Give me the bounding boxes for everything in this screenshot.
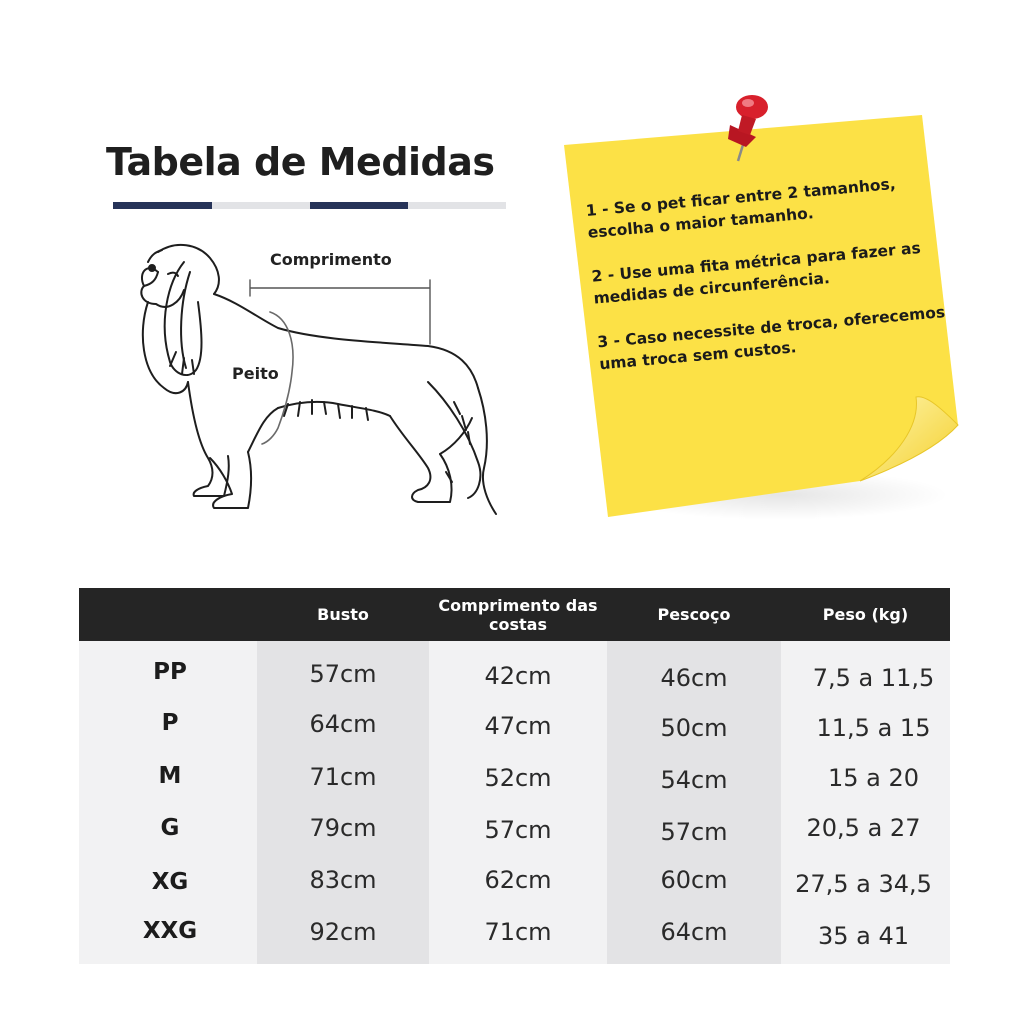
table-header: [79, 588, 950, 641]
table-cell-size: P: [161, 710, 179, 736]
table-cell-neck: 46cm: [660, 664, 728, 692]
table-cell-neck: 64cm: [660, 918, 728, 946]
table-cell-back-length: 71cm: [484, 918, 552, 946]
table-cell-bust: 57cm: [309, 660, 377, 688]
chest-label: Peito: [232, 364, 279, 383]
table-cell-size: XXG: [142, 918, 198, 944]
size-table: [79, 588, 950, 964]
title-underline-accent: [113, 202, 212, 209]
table-cell-weight: 35 a 41: [817, 922, 910, 950]
sticky-note-text: [585, 168, 971, 397]
table-cell-neck: 60cm: [660, 866, 728, 894]
header-back-length: Comprimento das costas: [438, 595, 598, 634]
table-cell-back-length: 47cm: [484, 712, 552, 740]
table-cell-back-length: 57cm: [484, 816, 552, 844]
note-line: 2 - Use uma fita métrica para fazer as medidas de circunferência.: [590, 238, 922, 308]
header-neck: Pescoço: [657, 605, 731, 624]
table-cell-neck: 54cm: [660, 766, 728, 794]
table-cell-weight: 27,5 a 34,5: [795, 870, 932, 898]
table-cell-bust: 71cm: [309, 763, 377, 791]
note-line: 1 - Se o pet ficar entre 2 tamanhos, escolha o maior tamanho.: [585, 174, 897, 242]
table-cell-back-length: 52cm: [484, 764, 552, 792]
table-cell-back-length: 42cm: [484, 662, 552, 690]
table-cell-weight: 20,5 a 27: [806, 814, 921, 842]
table-cell-weight: 11,5 a 15: [816, 714, 931, 742]
header-bust: Busto: [317, 605, 369, 624]
table-cell-size: G: [160, 815, 180, 841]
table-cell-size: XG: [151, 869, 189, 895]
header-weight: Peso (kg): [822, 605, 909, 624]
note-line: 3 - Caso necessite de troca, oferecemos uma troca sem custos.: [596, 303, 946, 374]
table-cell-neck: 50cm: [660, 714, 728, 742]
title-underline: [212, 202, 310, 209]
header-size: [79, 588, 257, 641]
table-cell-bust: 64cm: [309, 710, 377, 738]
length-label: Comprimento: [270, 250, 392, 269]
table-cell-bust: 92cm: [309, 918, 377, 946]
table-cell-neck: 57cm: [660, 818, 728, 846]
table-cell-weight: 7,5 a 11,5: [812, 664, 935, 692]
title-underline-accent: [310, 202, 408, 209]
table-cell-size: M: [158, 763, 182, 789]
table-cell-bust: 79cm: [309, 814, 377, 842]
title-underline: [408, 202, 506, 209]
dog-measurement-diagram: [128, 232, 498, 532]
table-cell-back-length: 62cm: [484, 866, 552, 894]
page-title: Tabela de Medidas: [106, 140, 495, 184]
table-cell-weight: 15 a 20: [827, 764, 920, 792]
table-cell-size: PP: [153, 659, 187, 685]
table-cell-bust: 83cm: [309, 866, 377, 894]
